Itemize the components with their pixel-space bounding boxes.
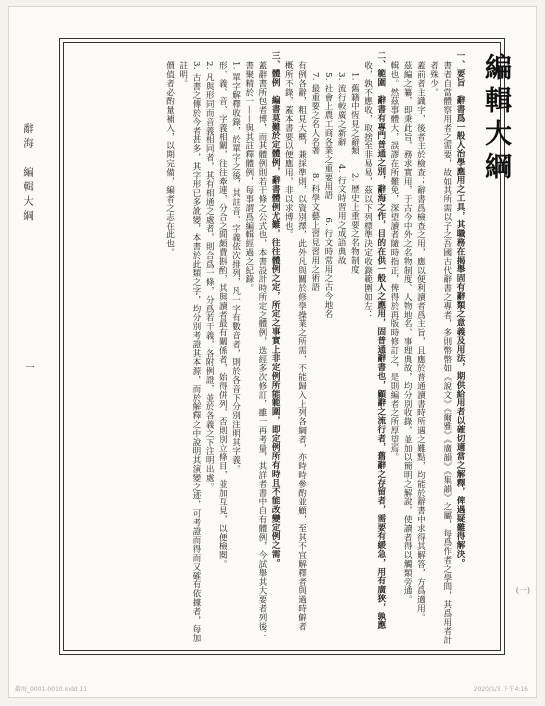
list-item: 5. 社會上農工商各業之重要用語 6. 行文時常用之古今地名 [322,71,333,318]
text-frame-inner [63,42,511,651]
page-title: 編輯大綱 [480,53,511,185]
paragraph: 收，孰不應收，取捨至非易易，茲以下列標準決定收錄範圍如左： [362,61,373,320]
paragraph: 輯也。然茲事體大，誤謬在所難免，深望讀者隨時指正，俾得於再版時修訂之，是則編者之所厚望焉。 [388,61,399,462]
paragraph: 有例各辭，粗見大概，兼採準則，以資別擇，此外凡與關於修學操業之所需，不能歸入上列各綱者，亦時時參酌並顧，至其不宜解釋者與過時僻者 [296,61,307,631]
spine-page-number: 一 [25,363,35,374]
paragraph: 書聚精於一——與其註釋體例，每事謂爲編輯經過之紀錄。 [243,61,254,293]
paragraph: 3. 古書之傳於今者甚多，其字形已多訛變，本書於此類之字，均分別考證其本源，而於解釋之中說明其演變之迹，可考證而得而又確有依據者，每加註明。 [177,61,201,643]
footer-timestamp: 2020/1/3 下午4:16 [473,686,528,693]
paragraph: 2. 凡與形同而音義相同者，其有相通之處者，則合爲一條，分爲若干義，各附例證，並於各義之下注明出處。 [204,61,215,492]
paragraph: 1. 單字解釋收錄，於單字之後，其註音、字義依次排列，凡一字有數音者，則於各音下分別注明其字義。 [230,61,241,474]
paragraph: 蓋辭書所包者博，而其體例則若干條之公式也，本書設計時所定之體例，迭經多次修訂，雖一再考量，其詳者書中自有體例，今試舉其大要者列後： [256,61,267,640]
body-text [70,51,466,649]
paragraph: 一、要旨 辭書爲一般人治學應用之工具，其職務在揭舉固有辭類之意義及用法，期供給用者以確切適當之解釋，俾遇疑難得解決。 [455,51,465,568]
list-item: 7. 最重要之名人名著 8. 科學文藝上習見習用之術語 [309,71,320,292]
paragraph: 三、體例 編書莫難於定體例，辭書體例尤難，往往體例之定，所定之事實上非定例所能範圍，即定例所有時且不能改變定例之需。 [270,51,281,568]
page-mark: (一) [515,586,530,595]
paragraph: 書者自當體察用者之需要，故如其所需以子之吾國古代辭書之專者，多則幣幣如《說文》《爾雅》《廣韻》《集韻》之屬，每爲作者之學問，其爲用者計者殊少。 [428,61,452,645]
list-item: 1. 舊籍中恆見之辭類 2. 歷史上重要之名物制度 [349,71,360,274]
paragraph: 茲編之纂，即秉此旨，務求實用，于古今中外之名物制度、人物地名、事理典故，均分別收錄，並加以簡明之解說，使讀者得以觸類旁通。 [402,61,413,605]
book-page [8,6,537,698]
text-frame [59,38,511,655]
paragraph: 概所不錄，蓋本書要以便應用，非以求博也。 [283,61,294,240]
paragraph: 蓋前者主識字，後者主於檢查；辭書爲檢查之用，應以便利讀者爲主旨，且應於普通讀書時所遇之難點，均能於辭書中求得其解答，方爲適用。 [415,61,426,623]
list-item: 3. 流行較廣之新辭 4. 行文時習用之成語典故 [336,71,347,265]
paragraph: 二、範圍 辭書有專門普通之別，辭海之作，目的在供一般人之應用，固普通辭書也，顧辭之流行者，舊辭之存留者，需要有緩急，用有廣狹，孰應 [375,51,386,630]
footer-file-info: 辭海_0001-0010.indd 11 [15,686,88,693]
paragraph: 形、義、音、字義相關，往往牽連，分合之間頗費斟酌，其與讀者最有關係者，始得併列，否則別立條目，並加互見，以便檢閱。 [217,61,228,569]
paragraph: 價值者必酌量補入，以期完備，編者之志在此也。 [164,61,175,258]
running-title: 辭海 編輯大綱 [22,123,34,225]
